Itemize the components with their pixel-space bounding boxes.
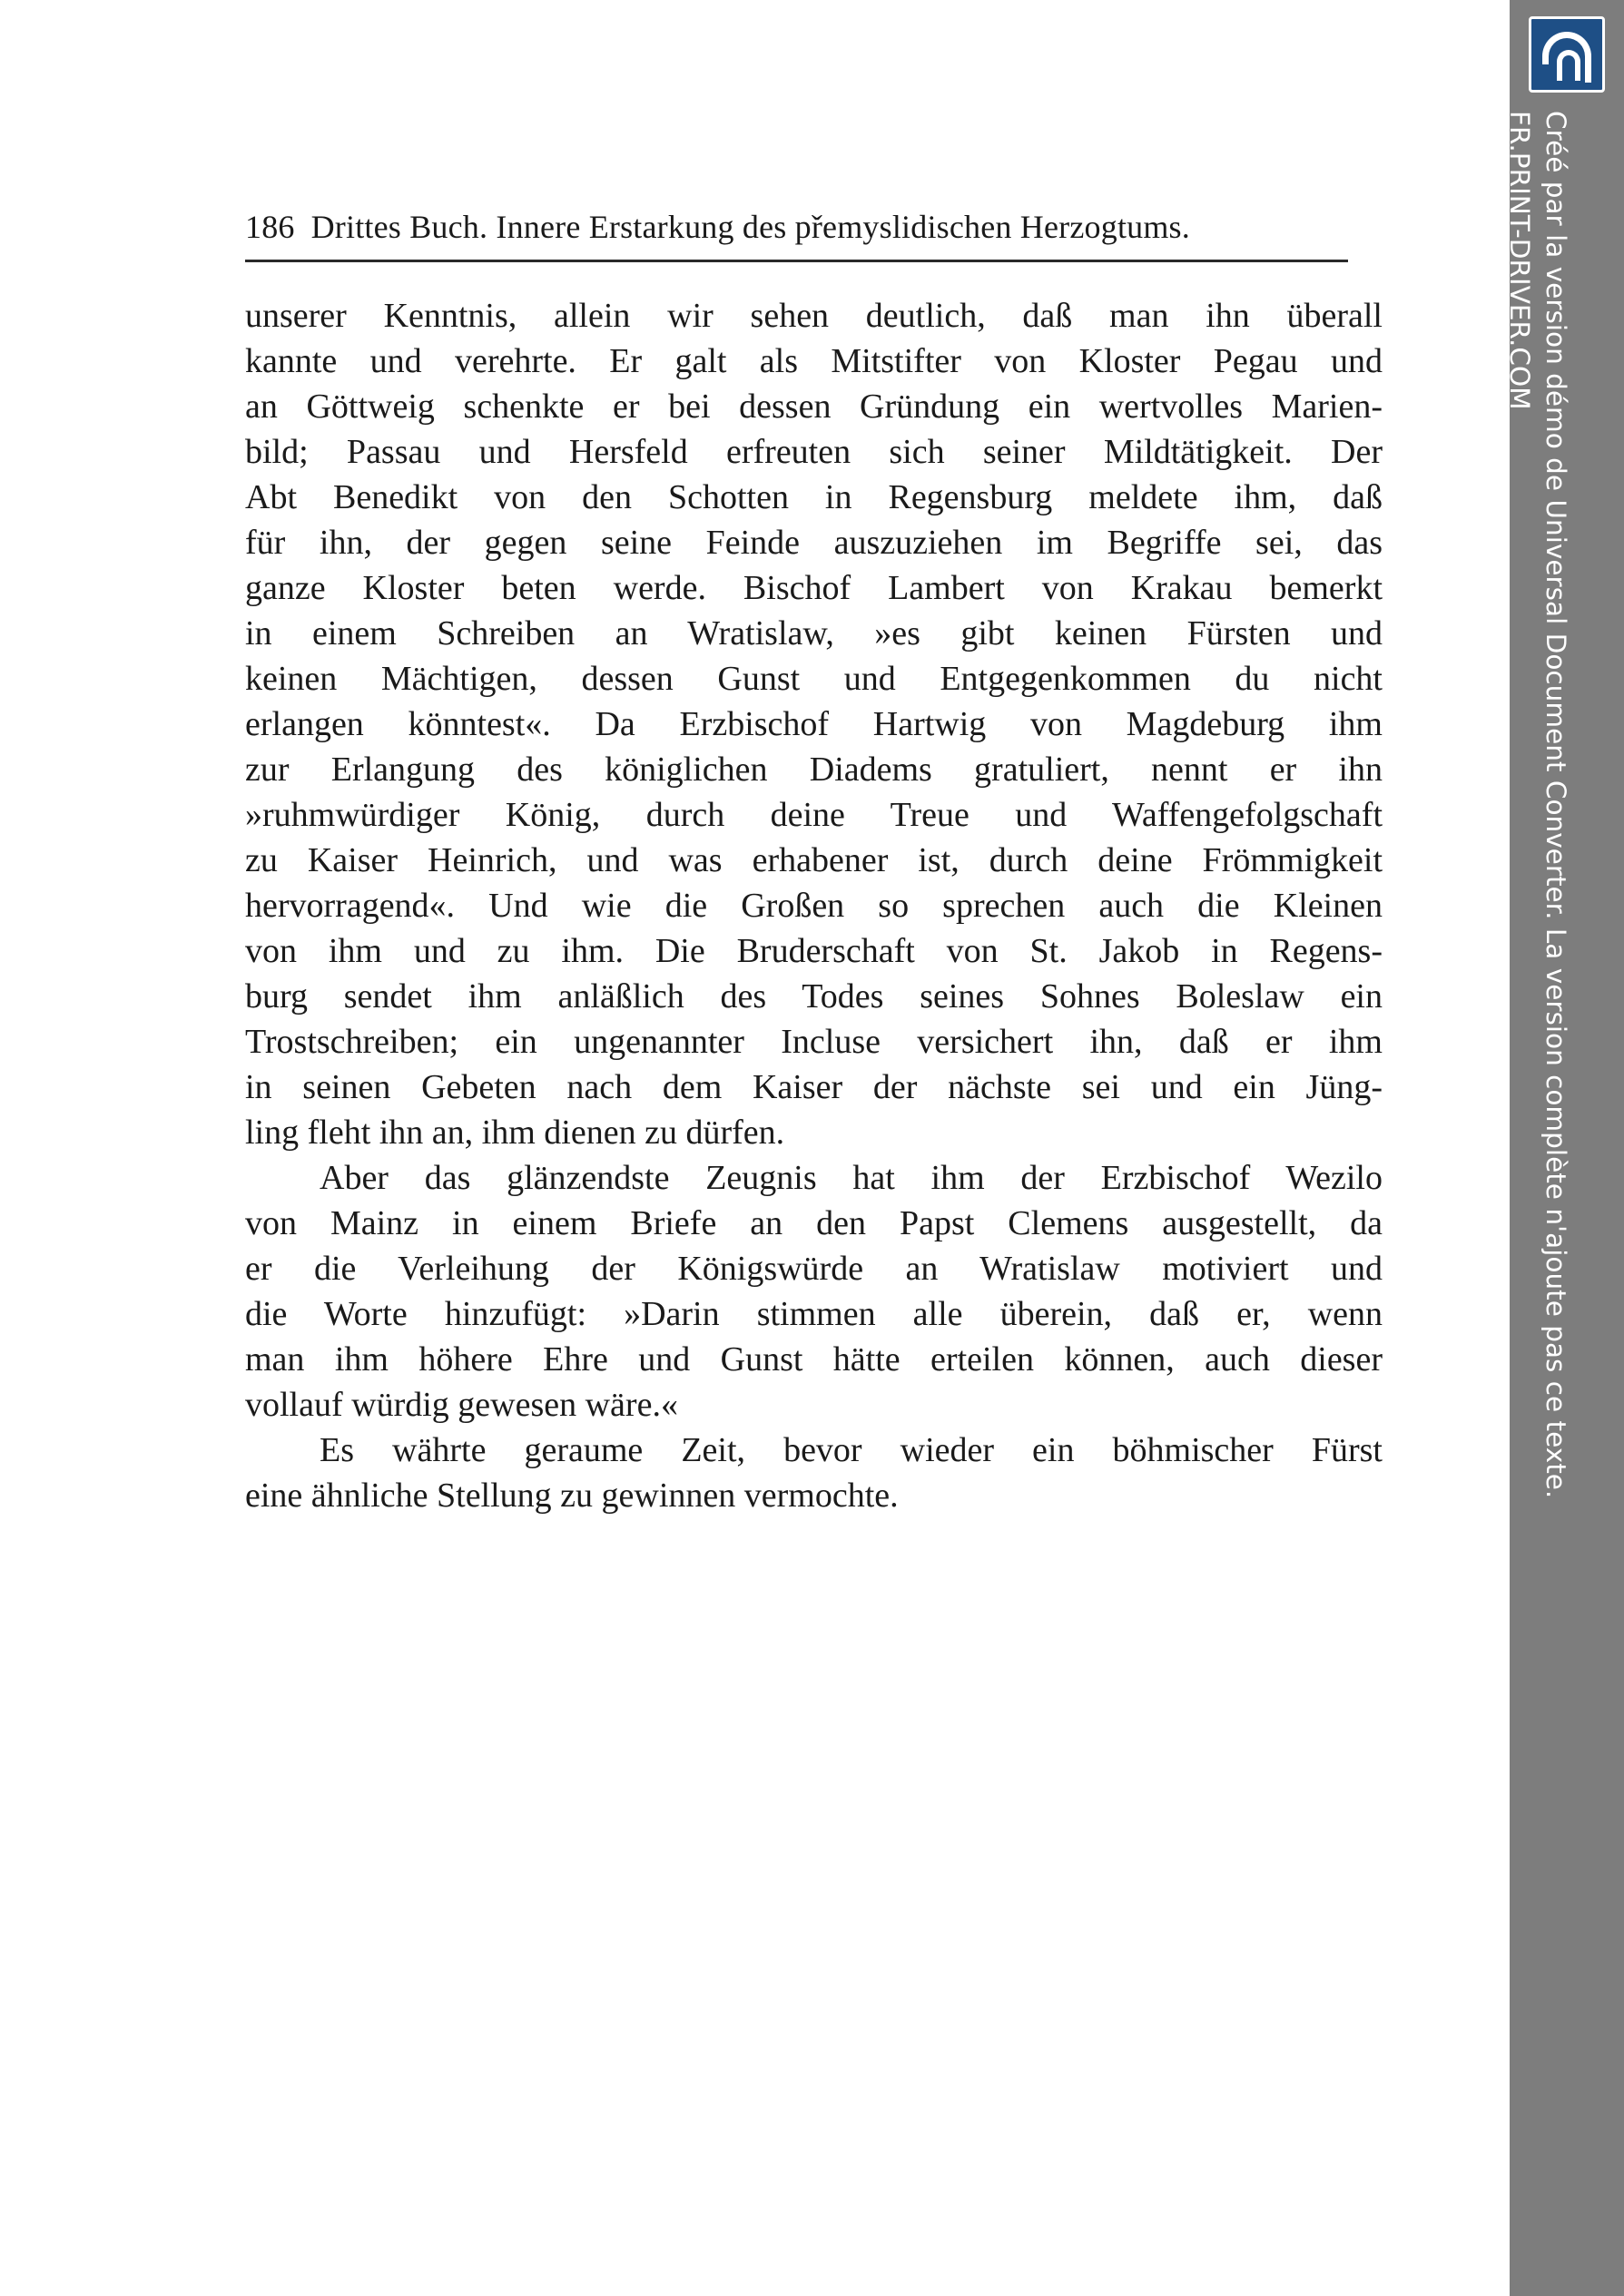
text-line: erlangen könntest«. Da Erzbischof Hartwig von Magdeburg ihm: [245, 705, 1383, 743]
text-line: »ruhmwürdiger König, durch deine Treue und Waffengefolgschaft: [245, 796, 1383, 834]
text-line: die Worte hinzufügt: »Darin stimmen alle überein, daß er, wenn: [245, 1295, 1383, 1333]
text-line: burg sendet ihm anläßlich des Todes seines Sohnes Boleslaw ein: [245, 977, 1383, 1016]
text-line: eine ähnliche Stellung zu gewinnen vermochte.: [245, 1477, 899, 1515]
running-head-title: Drittes Buch. Innere Erstarkung des přemyslidischen Herzogtums.: [310, 209, 1190, 245]
text-line: für ihn, der gegen seine Feinde auszuziehen im Begriffe sei, das: [245, 524, 1383, 562]
watermark-line-2: FR.PRINT-DRIVER.COM: [1504, 111, 1535, 410]
text-line: keinen Mächtigen, dessen Gunst und Entgegenkommen du nicht: [245, 660, 1383, 698]
logo-gap: [1540, 64, 1559, 86]
text-line: zu Kaiser Heinrich, und was erhabener ist, durch deine Frömmigkeit: [245, 841, 1383, 879]
text-line: man ihm höhere Ehre und Gunst hätte erteilen können, auch dieser: [245, 1340, 1383, 1379]
watermark-rotated: [1501, 111, 1574, 1498]
text-line: er die Verleihung der Königswürde an Wratislaw motiviert und: [245, 1250, 1383, 1288]
text-line: Abt Benedikt von den Schotten in Regensburg meldete ihm, daß: [245, 478, 1383, 516]
running-head: [245, 207, 1348, 247]
body-text: [245, 293, 1383, 1518]
page-number: 186: [245, 209, 295, 245]
text-line: an Göttweig schenkte er bei dessen Gründung ein wertvolles Marien-: [245, 388, 1383, 426]
text-line: hervorragend«. Und wie die Großen so sprechen auch die Kleinen: [245, 887, 1383, 925]
text-line: ganze Kloster beten werde. Bischof Lambert von Krakau bemerkt: [245, 569, 1383, 607]
text-line: von ihm und zu ihm. Die Bruderschaft von St. Jakob in Regens-: [245, 932, 1383, 970]
text-line: ling fleht ihn an, ihm dienen zu dürfen.: [245, 1114, 785, 1152]
logo-inner-arch: [1557, 50, 1580, 81]
text-line: in seinen Gebeten nach dem Kaiser der nächste sei und ein Jüng-: [245, 1068, 1383, 1106]
text-line: Aber das glänzendste Zeugnis hat ihm der Erzbischof Wezilo: [320, 1159, 1383, 1197]
text-line: Trostschreiben; ein ungenannter Incluse versichert ihn, daß er ihm: [245, 1023, 1383, 1061]
text-line: zur Erlangung des königlichen Diadems gratuliert, nennt er ihn: [245, 751, 1383, 789]
text-line: Es währte geraume Zeit, bevor wieder ein böhmischer Fürst: [320, 1431, 1383, 1469]
text-line: kannte und verehrte. Er galt als Mitstifter von Kloster Pegau und: [245, 342, 1383, 380]
text-line: unserer Kenntnis, allein wir sehen deutlich, daß man ihn überall: [245, 297, 1383, 335]
text-line: von Mainz in einem Briefe an den Papst Clemens ausgestellt, da: [245, 1204, 1383, 1242]
header-rule: [245, 260, 1348, 262]
text-line: bild; Passau und Hersfeld erfreuten sich seiner Mildtätigkeit. Der: [245, 433, 1383, 471]
universal-document-converter-logo-icon: [1529, 16, 1605, 93]
text-line: vollauf würdig gewesen wäre.«: [245, 1386, 678, 1424]
text-line: in einem Schreiben an Wratislaw, »es gibt keinen Fürsten und: [245, 614, 1383, 652]
watermark-line-1: Créé par la version démo de Universal Document Converter. La version complète n'ajoute pas ce texte.: [1540, 111, 1571, 1499]
